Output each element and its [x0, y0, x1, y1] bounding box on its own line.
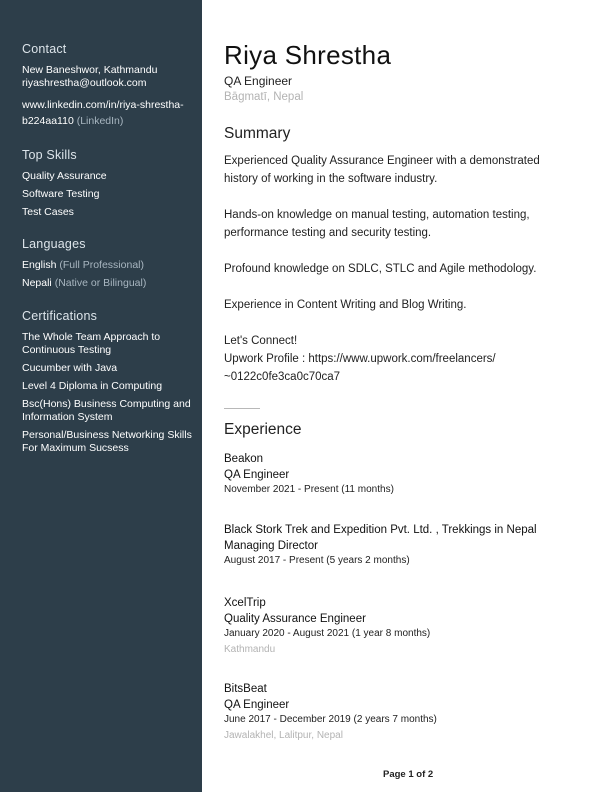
experience-entry — [224, 524, 604, 566]
languages-section — [22, 237, 198, 295]
experience-entry — [224, 597, 430, 655]
certification-line: The Whole Team Approach to — [22, 331, 161, 343]
language-name: English — [22, 259, 57, 271]
summary-line: Experienced Quality Assurance Engineer with a demonstrated — [224, 155, 540, 167]
summary-line: Profound knowledge on SDLC, STLC and Agile methodology. — [224, 263, 537, 275]
certification-line: Cucumber with Java — [22, 362, 118, 374]
top-skills-heading: Top Skills — [22, 148, 77, 162]
location: Bāgmatī, Nepal — [224, 91, 304, 103]
person-name: Riya Shrestha — [224, 40, 392, 70]
job-dates: June 2017 - December 2019 (2 years 7 months) — [224, 714, 437, 725]
certification-line: Level 4 Diploma in Computing — [22, 380, 163, 392]
job-role: Managing Director — [224, 540, 318, 552]
top-skills-section — [22, 148, 198, 224]
languages-heading: Languages — [22, 237, 86, 251]
page-number: Page 1 of 2 — [383, 769, 434, 780]
experience-title: Experience — [224, 421, 302, 438]
company-name: Beakon — [224, 453, 264, 465]
job-location: Jawalakhel, Lalitpur, Nepal — [224, 730, 343, 741]
certification-item — [22, 429, 198, 455]
linkedin-suffix: (LinkedIn) — [76, 115, 124, 127]
linkedin-id[interactable]: b224aa110 — [22, 115, 74, 127]
certifications-heading: Certifications — [22, 309, 98, 323]
summary-line: Hands-on knowledge on manual testing, automation testing, — [224, 209, 530, 221]
summary-title: Summary — [224, 125, 291, 142]
language-name: Nepali — [22, 277, 52, 289]
contact-email[interactable]: riyashrestha@outlook.com — [22, 77, 147, 89]
job-role: QA Engineer — [224, 699, 290, 711]
certification-line: Information System — [22, 411, 113, 423]
job-role: QA Engineer — [224, 469, 290, 481]
linkedin-link-line2[interactable] — [22, 115, 198, 128]
summary-body — [224, 152, 594, 386]
contact-heading: Contact — [22, 42, 67, 56]
certification-item — [22, 362, 198, 375]
company-name: BitsBeat — [224, 683, 267, 695]
skill-item: Quality Assurance — [22, 170, 107, 182]
contact-section — [22, 42, 198, 128]
summary-line: performance testing and security testing. — [224, 227, 432, 239]
language-level: (Native or Bilingual) — [54, 277, 147, 289]
company-name: Black Stork Trek and Expedition Pvt. Ltd. , Trekkings in Nepal — [224, 524, 537, 536]
certification-line: Personal/Business Networking Skills — [22, 429, 192, 441]
job-dates: January 2020 - August 2021 (1 year 8 months) — [224, 628, 431, 639]
certification-line: For Maximum Sucsess — [22, 442, 129, 454]
company-name: XcelTrip — [224, 597, 266, 609]
certification-item — [22, 380, 198, 393]
certification-item — [22, 398, 198, 424]
summary-line: Experience in Content Writing and Blog Writing. — [224, 299, 467, 311]
certifications-section — [22, 309, 198, 460]
job-role: Quality Assurance Engineer — [224, 613, 366, 625]
job-location: Kathmandu — [224, 644, 276, 655]
section-divider — [224, 408, 260, 409]
upwork-link[interactable]: ~0122c0fe3ca0c70ca7 — [224, 371, 341, 383]
headline: QA Engineer — [224, 74, 293, 88]
summary-line: Let's Connect! — [224, 335, 298, 347]
skill-item: Test Cases — [22, 206, 74, 218]
language-level: (Full Professional) — [59, 259, 144, 271]
sidebar — [0, 0, 202, 792]
summary-line: history of working in the software industry. — [224, 173, 438, 185]
linkedin-link-line1[interactable]: www.linkedin.com/in/riya-shrestha- — [22, 99, 184, 111]
certification-line: Continuous Testing — [22, 344, 112, 356]
job-dates: August 2017 - Present (5 years 2 months) — [224, 555, 410, 566]
experience-entry — [224, 453, 394, 495]
certification-item — [22, 331, 198, 357]
experience-entry — [224, 683, 437, 741]
language-item — [22, 259, 198, 272]
contact-address: New Baneshwor, Kathmandu — [22, 64, 158, 76]
skill-item: Software Testing — [22, 188, 100, 200]
upwork-link[interactable]: Upwork Profile : https://www.upwork.com/freelancers/ — [224, 353, 496, 365]
job-dates: November 2021 - Present (11 months) — [224, 484, 394, 495]
language-item — [22, 277, 198, 290]
certification-line: Bsc(Hons) Business Computing and — [22, 398, 191, 410]
